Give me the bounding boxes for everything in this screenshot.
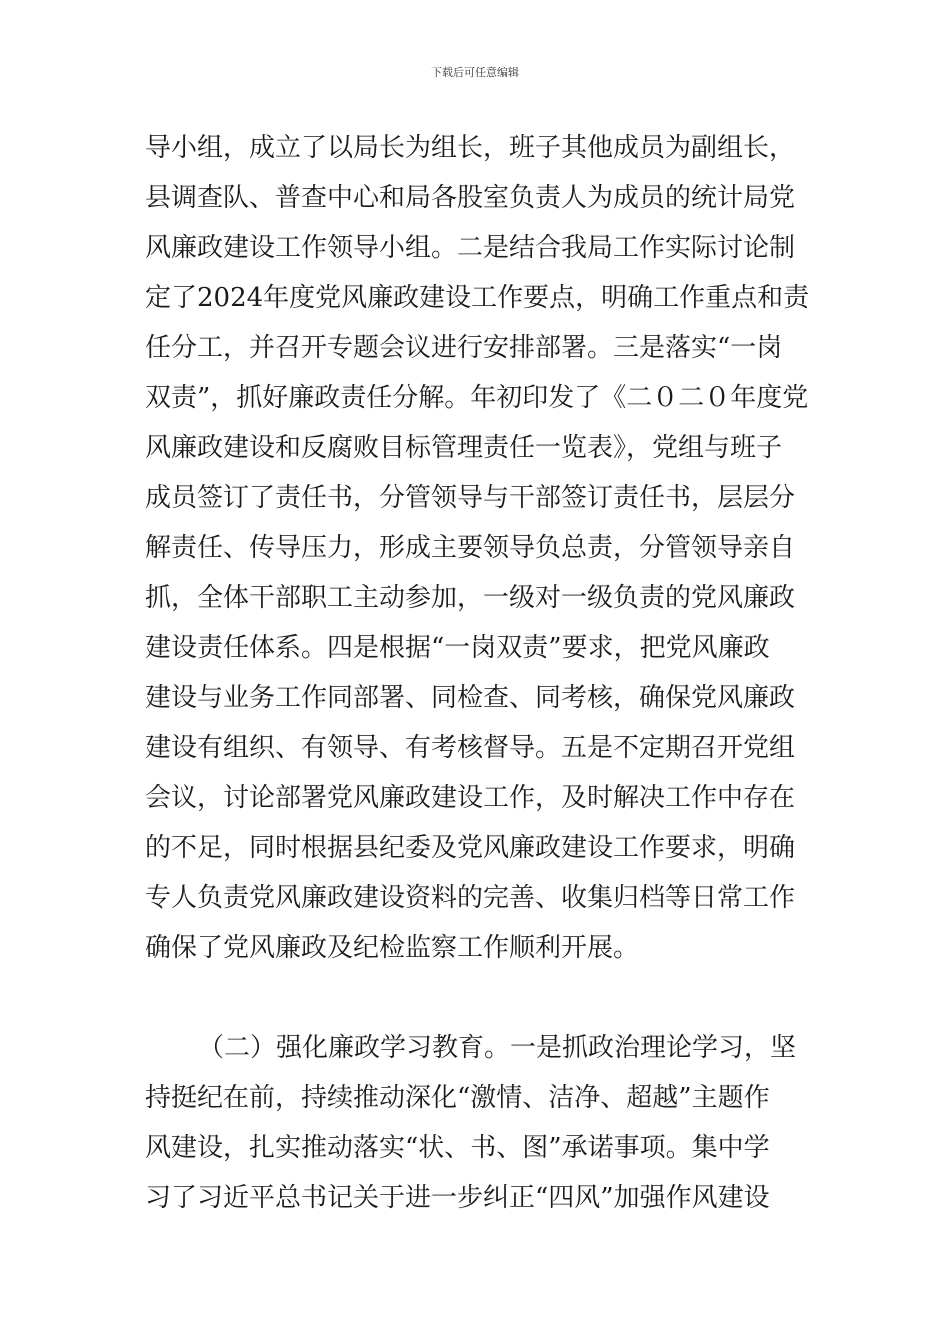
text-line: 建设与业务工作同部署、同检查、同考核，确保党风廉政 [145,683,796,713]
text-line: 风廉政建设工作领导小组。二是结合我局工作实际讨论制 [145,233,796,263]
text-line: 成员签订了责任书，分管领导与干部签订责任书，层层分 [145,483,796,513]
text-line: 县调查队、普查中心和局各股室负责人为成员的统计局党 [145,183,796,213]
text-line: 建设责任体系。四是根据“一岗双责”要求，把党风廉政 [145,633,770,663]
text-line: （二）强化廉政学习教育。一是抓政治理论学习，坚 [198,1033,797,1063]
text-line: 会议，讨论部署党风廉政建设工作，及时解决工作中存在 [145,783,796,813]
text-line: 风建设，扎实推动落实“状、书、图”承诺事项。集中学 [145,1133,770,1163]
text-line: 双责”，抓好廉政责任分解。年初印发了《二０二０年度党 [145,383,809,413]
text-line: 定了2024年度党风廉政建设工作要点，明确工作重点和责 [145,283,810,313]
text-line: 任分工，并召开专题会议进行安排部署。三是落实“一岗 [145,333,783,363]
text-line: 专人负责党风廉政建设资料的完善、收集归档等日常工作 [145,883,796,913]
text-line: 导小组，成立了以局长为组长，班子其他成员为副组长， [145,133,796,163]
text-line: 持挺纪在前，持续推动深化“激情、洁净、超越”主题作 [145,1083,770,1113]
text-line: 解责任、传导压力，形成主要领导负总责，分管领导亲自 [145,533,796,563]
text-line: 风廉政建设和反腐败目标管理责任一览表》，党组与班子 [145,433,783,463]
text-line: 抓，全体干部职工主动参加，一级对一级负责的党风廉政 [145,583,796,613]
page-header: 下载后可任意编辑 [431,66,519,79]
text-line: 的不足，同时根据县纪委及党风廉政建设工作要求，明确 [145,833,796,863]
text-line: 习了习近平总书记关于进一步纠正“四风”加强作风建设 [145,1183,770,1213]
text-line: 确保了党风廉政及纪检监察工作顺利开展。 [145,933,640,963]
text-line: 建设有组织、有领导、有考核督导。五是不定期召开党组 [145,733,796,763]
